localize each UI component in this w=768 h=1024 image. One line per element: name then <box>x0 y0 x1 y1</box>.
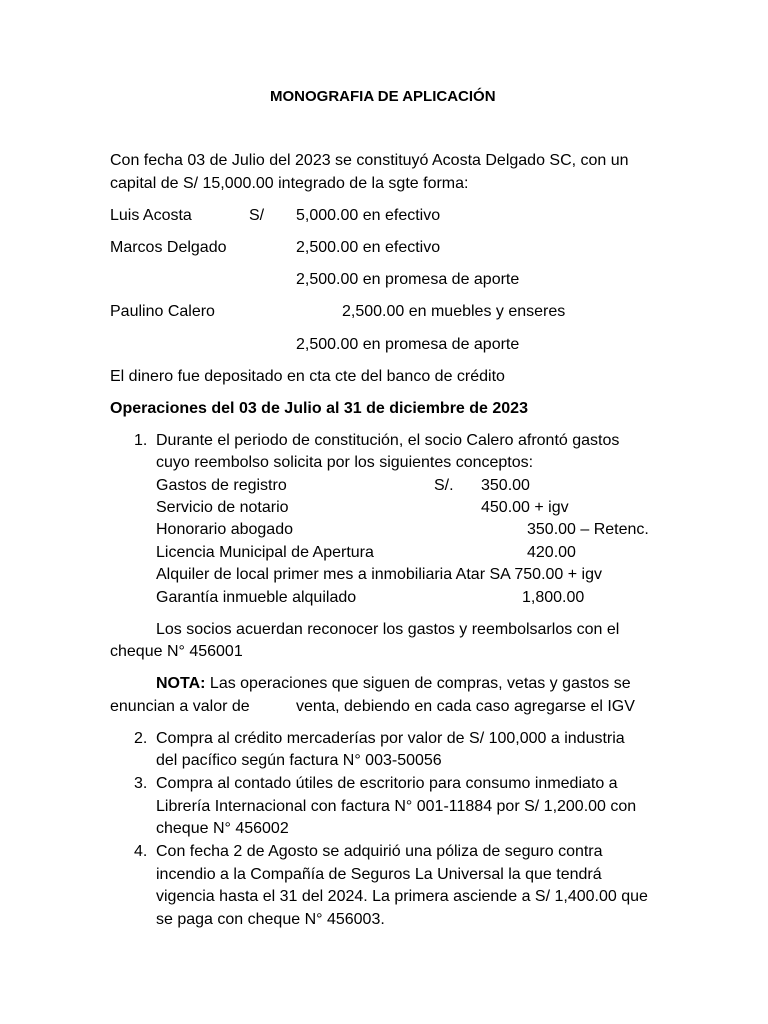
expense-amount: 350.00 – Retenc. <box>527 521 649 538</box>
list-item-line: del pacífico según factura N° 003-50056 <box>156 752 442 769</box>
list-item-line: Con fecha 2 de Agosto se adquirió una póliza de seguro contra <box>156 843 603 860</box>
list-number: 2. <box>134 730 148 747</box>
list-item-line: cheque N° 456002 <box>156 820 289 837</box>
partner-amount: 5,000.00 en efectivo <box>296 207 441 224</box>
nota-line-2-start: enuncian a valor de <box>110 698 250 715</box>
expense-concept: Licencia Municipal de Apertura <box>156 544 374 561</box>
partner-name: Paulino Calero <box>110 303 215 320</box>
nota-label: NOTA: <box>156 675 206 692</box>
partner-amount: 2,500.00 en efectivo <box>296 239 441 256</box>
nota-line-2-end: venta, debiendo en cada caso agregarse el IGV <box>296 698 635 715</box>
list-number: 4. <box>134 843 148 860</box>
expense-concept: Alquiler de local primer mes a inmobiliaria Atar SA 750.00 + igv <box>156 566 602 583</box>
agreement-line-2: cheque N° 456001 <box>110 643 243 660</box>
list-item-line: Compra al crédito mercaderías por valor de S/ 100,000 a industria <box>156 730 625 747</box>
expense-concept: Garantía inmueble alquilado <box>156 589 357 606</box>
expense-concept: Servicio de notario <box>156 499 289 516</box>
nota-line-1 <box>156 673 631 696</box>
partner-currency: S/ <box>249 207 265 224</box>
page-title: MONOGRAFIA DE APLICACIÓN <box>270 88 496 105</box>
list-item-line: se paga con cheque N° 456003. <box>156 911 385 928</box>
expense-currency: S/. <box>434 477 454 494</box>
list-number: 3. <box>134 775 148 792</box>
partner-name: Luis Acosta <box>110 207 192 224</box>
partner-amount: 2,500.00 en muebles y enseres <box>342 303 566 320</box>
agreement-line-1: Los socios acuerdan reconocer los gastos y reembolsarlos con el <box>156 621 620 638</box>
list-item-line: incendio a la Compañía de Seguros La Universal la que tendrá <box>156 866 602 883</box>
list-item-line: vigencia hasta el 31 del 2024. La primera asciende a S/ 1,400.00 que <box>156 888 648 905</box>
operations-heading: Operaciones del 03 de Julio al 31 de diciembre de 2023 <box>110 400 528 417</box>
intro-line-2: capital de S/ 15,000.00 integrado de la sgte forma: <box>110 175 469 192</box>
item-1-line-1: Durante el periodo de constitución, el socio Calero afrontó gastos <box>156 432 620 449</box>
partner-name: Marcos Delgado <box>110 239 227 256</box>
deposit-note: El dinero fue depositado en cta cte del banco de crédito <box>110 368 505 385</box>
expense-amount: 450.00 + igv <box>481 499 569 516</box>
list-item-line: Librería Internacional con factura N° 001-11884 por S/ 1,200.00 con <box>156 798 637 815</box>
expense-amount: 420.00 <box>527 544 576 561</box>
list-number: 1. <box>134 432 148 449</box>
list-item-line: Compra al contado útiles de escritorio para consumo inmediato a <box>156 775 618 792</box>
nota-text: Las operaciones que siguen de compras, vetas y gastos se <box>205 675 631 692</box>
intro-line-1: Con fecha 03 de Julio del 2023 se constituyó Acosta Delgado SC, con un <box>110 152 629 169</box>
partner-amount: 2,500.00 en promesa de aporte <box>296 271 520 288</box>
expense-amount: 350.00 <box>481 477 530 494</box>
expense-concept: Gastos de registro <box>156 477 287 494</box>
expense-amount: 1,800.00 <box>522 589 585 606</box>
item-1-line-2: cuyo reembolso solicita por los siguientes conceptos: <box>156 454 534 471</box>
partner-amount: 2,500.00 en promesa de aporte <box>296 336 520 353</box>
expense-concept: Honorario abogado <box>156 521 293 538</box>
